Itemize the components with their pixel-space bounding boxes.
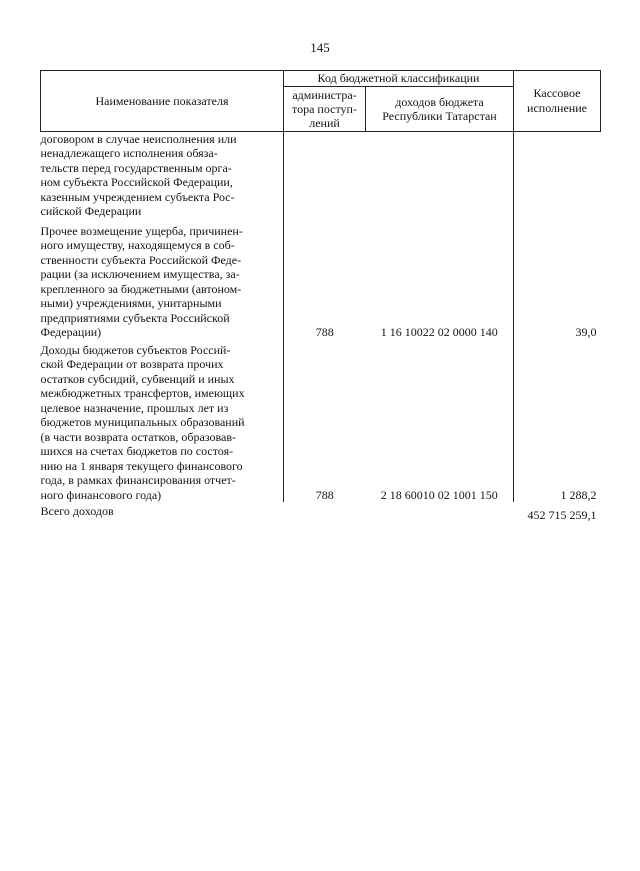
row-line: предприятиями субъекта Российской xyxy=(40,310,230,325)
row-line: (в части возврата остатков, образовав- xyxy=(40,429,236,444)
row-code: 1 16 10022 02 0000 140 xyxy=(366,219,514,340)
header-income: доходов бюджета Республики Татарстан xyxy=(366,86,514,131)
row-line: крепленного за бюджетными (автоном- xyxy=(40,281,242,296)
table-row xyxy=(41,340,601,503)
budget-table xyxy=(40,70,601,523)
row-line: рации (за исключением имущества, за- xyxy=(40,267,240,281)
row-amount xyxy=(514,131,601,219)
row-code xyxy=(366,131,514,219)
row-line: остатков субсидий, субвенций и иных xyxy=(40,371,235,386)
header-code-group: Код бюджетной классификации xyxy=(284,71,514,87)
row-line: бюджетов муниципальных образований xyxy=(40,415,245,429)
row-admin: 788 xyxy=(315,325,334,339)
row-admin xyxy=(284,131,366,219)
row-line: сийской Федерации xyxy=(40,204,142,218)
row-line: нию на 1 января текущего финансового xyxy=(40,458,243,473)
total-admin-empty xyxy=(284,502,366,523)
row-line: ного финансового года) xyxy=(40,487,162,502)
row-line: ской Федерации от возврата прочих xyxy=(40,357,224,371)
header-name: Наименование показателя xyxy=(41,71,284,132)
row-line: Прочее возмещение ущерба, причинен- xyxy=(40,223,243,238)
row-line: ственности субъекта Российской Феде- xyxy=(40,252,242,267)
page-number: 145 xyxy=(310,40,330,55)
row-line: шихся на счетах бюджетов по состоя- xyxy=(40,444,234,458)
row-line: ного имуществу, находящемуся в соб- xyxy=(40,238,235,252)
row-admin: 788 xyxy=(315,487,334,502)
row-name xyxy=(41,131,284,219)
row-line: ненадлежащего исполнения обяза- xyxy=(40,146,218,160)
row-amount: 39,0 xyxy=(575,325,597,339)
header-admin: администра-тора поступ-лений xyxy=(284,86,366,131)
total-row xyxy=(41,502,601,523)
total-code-empty xyxy=(366,502,514,523)
row-line: казенным учреждением субъекта Рос- xyxy=(40,189,235,204)
header-cash: Кассовое исполнение xyxy=(514,71,601,132)
table-row xyxy=(41,131,601,219)
row-line: межбюджетных трансфертов, имеющих xyxy=(40,386,245,400)
total-label: Всего доходов xyxy=(40,504,114,518)
row-line: года, в рамках финансирования отчет- xyxy=(40,473,236,487)
row-name xyxy=(41,219,284,340)
total-amount: 452 715 259,1 xyxy=(527,508,597,522)
row-amount: 1 288,2 xyxy=(560,487,597,502)
row-line: ном субъекта Российской Федерации, xyxy=(40,175,233,189)
row-line: ными) учреждениями, унитарными xyxy=(40,296,222,310)
row-line: тельств перед государственным орга- xyxy=(40,160,232,175)
row-line: целевое назначение, прошлых лет из xyxy=(40,400,229,415)
row-line: Доходы бюджетов субъектов Россий- xyxy=(40,342,231,357)
row-code: 2 18 60010 02 1001 150 xyxy=(366,340,514,503)
row-line: Федерации) xyxy=(40,325,102,339)
table-row xyxy=(41,219,601,340)
row-name xyxy=(41,340,284,503)
row-line: договором в случае неисполнения или xyxy=(40,131,237,146)
